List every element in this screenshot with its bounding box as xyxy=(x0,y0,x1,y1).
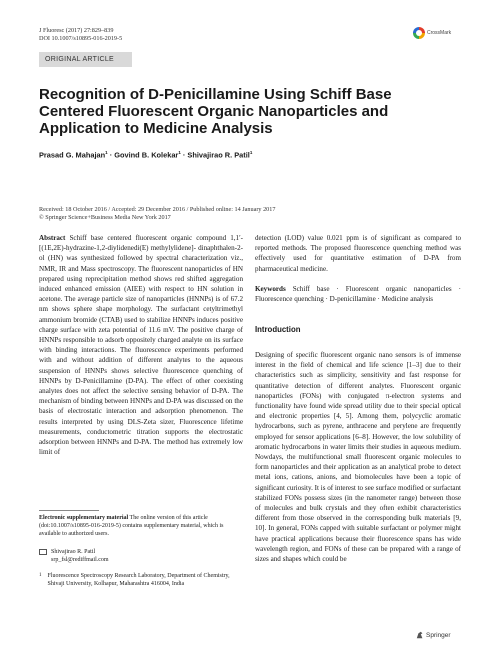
abstract-label: Abstract xyxy=(39,234,66,242)
publisher-logo xyxy=(416,631,451,639)
author-name[interactable]: Govind B. Kolekar xyxy=(114,150,179,160)
author-affiliation-mark: 1 xyxy=(249,150,253,155)
journal-citation: J Fluoresc (2017) 27:829–839 xyxy=(39,27,114,34)
abstract-continuation: detection (LOD) value 0.021 ppm is of significant as compared to reported methods. The proposed fluorescence quenching method was effectively used for quantitative estimation of D-PA from pharmaceutical medicine. xyxy=(255,234,461,273)
keywords-text: Schiff base · Fluorescent organic nanoparticles · Fluorescence quenching · D-penicillamine · Medicine analysis xyxy=(255,285,461,304)
journal-header xyxy=(39,27,122,43)
supplementary-note xyxy=(39,514,243,538)
affiliation-text: Fluorescence Spectroscopy Research Laboratory, Department of Chemistry, Shivaji University, Kolhapur, Maharashtra 416004, India xyxy=(47,573,230,587)
corresponding-author: Shivajirao R. Patil xyxy=(51,549,96,555)
article-title: Recognition of D-Penicillamine Using Schiff Base Centered Fluorescent Organic Nanoparticles and Application to Medicine Analysis xyxy=(39,86,392,137)
publication-dates xyxy=(39,206,459,222)
article-doi[interactable]: DOI 10.1007/s10895-016-2019-5 xyxy=(39,35,123,42)
introduction-heading: Introduction xyxy=(255,325,301,334)
introduction-text: Designing of specific fluorescent organic nano sensors is of immense interest in the field of chemical and life science [1–3] due to their characteristics such as simplicity, sensitivity and fast response for quantitative detection of different analytes. Fluorescent organic nanoparticles (FONs) with conjugated π-electron systems and functionality have found wide spread utility due to their special optical and electronic properties [4, 5]. Among them, polycyclic aromatic hydrocarbons, such as pyrene, anthracene and perylene are frequently employed for sensor applications [6–8]. However, the low solubility of aromatic hydrocarbons in water limits their studies in aqueous medium. Nowdays, the multifunctional small fluorescent organic molecules to form nanoparticles and their application as an analytical probe to detect metal ions, cations, anions, and biomolecules have been a topic of significant curiosity. It is of interest to see surface modified or surfactant stabilized FONs possess sizes (in the nanometer range) between those of molecules and bulk crystals and they often exhibit characteristics different from those observed in the corresponding bulk materials [9, 10]. In general, FONs capped with suitable surfactant or polymer might have practical applications because their fluorescence spans has wide wavelength region, and FONs of these can be prepared with a range of sizes and shapes which could be xyxy=(255,351,461,564)
author-separator: · xyxy=(107,150,115,160)
corresponding-email[interactable]: srp_fsl@rediffmail.com xyxy=(51,557,109,563)
author-affiliation-mark: 1 xyxy=(105,150,108,155)
author-name[interactable]: Prasad G. Mahajan xyxy=(39,150,106,160)
article-type-badge: ORIGINAL ARTICLE xyxy=(39,52,132,67)
author-separator: · xyxy=(180,150,188,160)
esm-label: Electronic supplementary material xyxy=(39,515,129,521)
affiliation-mark: 1 xyxy=(39,573,42,578)
author-affiliation-mark: 1 xyxy=(178,150,181,155)
footnote-divider xyxy=(39,510,99,511)
springer-horse-icon xyxy=(416,631,424,639)
keywords-label: Keywords xyxy=(255,285,286,293)
abstract-section xyxy=(39,233,243,457)
author-name[interactable]: Shivajirao R. Patil xyxy=(187,150,250,160)
history-dates: Received: 18 October 2016 / Accepted: 29 December 2016 / Published online: 14 January 2017 xyxy=(39,206,276,213)
author-list xyxy=(39,150,459,159)
correspondence-block xyxy=(39,548,243,564)
abstract-text: Schiff base centered fluorescent organic compound 1,1′-[(1E,2E)-hydrazine-1,2-diylidenedi(E) methylylidene]- dinaphthalen-2-ol (HN) was synthesized followed by spectral characterization viz., NMR, IR and Mass spectroscopy. The fluorescent nanoparticles of HN prepared using reprecipitation method shows red shifted aggregation induced enhanced emission (AIEE) with respect to HN solution in acetone. The average particle size of nanoparticles (HNNPs) is of 67.2 nm shows sphere shape morphology. The surfactant cetyltrimethyl ammonium bromide (CTAB) used to stabilize HNNPs induces positive charge surface with zeta potential of 11.6 mV. The positive charge of HNNPs responsible to adsorb oppositely charged analyte on its surface with binding interactions. The fluorescence experiments performed with and without addition of different analytes to the aqueous suspension of HNNPs shows selective fluorescence quenching of HNNPs by D-Penicillamine (D-PA). The effect of other coexisting analytes does not affect the selective sensing behavior of D-PA. The mechanism of binding between HNNPs and D-PA was discussed on the basis of electrostatic interaction and adsorption phenomenon. The results interpreted by using DLS-Zeta sizer, Fluorescence lifetime measurements, conductometric titration supports the electrostatic adsorption between HNNPs and D-PA. The method has extremely low limit of xyxy=(39,234,244,457)
crossmark-icon xyxy=(413,27,425,39)
envelope-icon xyxy=(39,549,47,555)
crossmark-badge[interactable] xyxy=(413,27,451,39)
publisher-name: Springer xyxy=(426,631,451,639)
copyright-line: © Springer Science+Business Media New York 2017 xyxy=(39,214,171,221)
keywords-section xyxy=(255,284,461,304)
affiliation-block xyxy=(39,572,243,588)
crossmark-label: CrossMark xyxy=(427,30,452,36)
esm-text: The online version of this article (doi:10.1007/s10895-016-2019-5) contains supplementary material, which is available to authorized users. xyxy=(39,515,224,537)
